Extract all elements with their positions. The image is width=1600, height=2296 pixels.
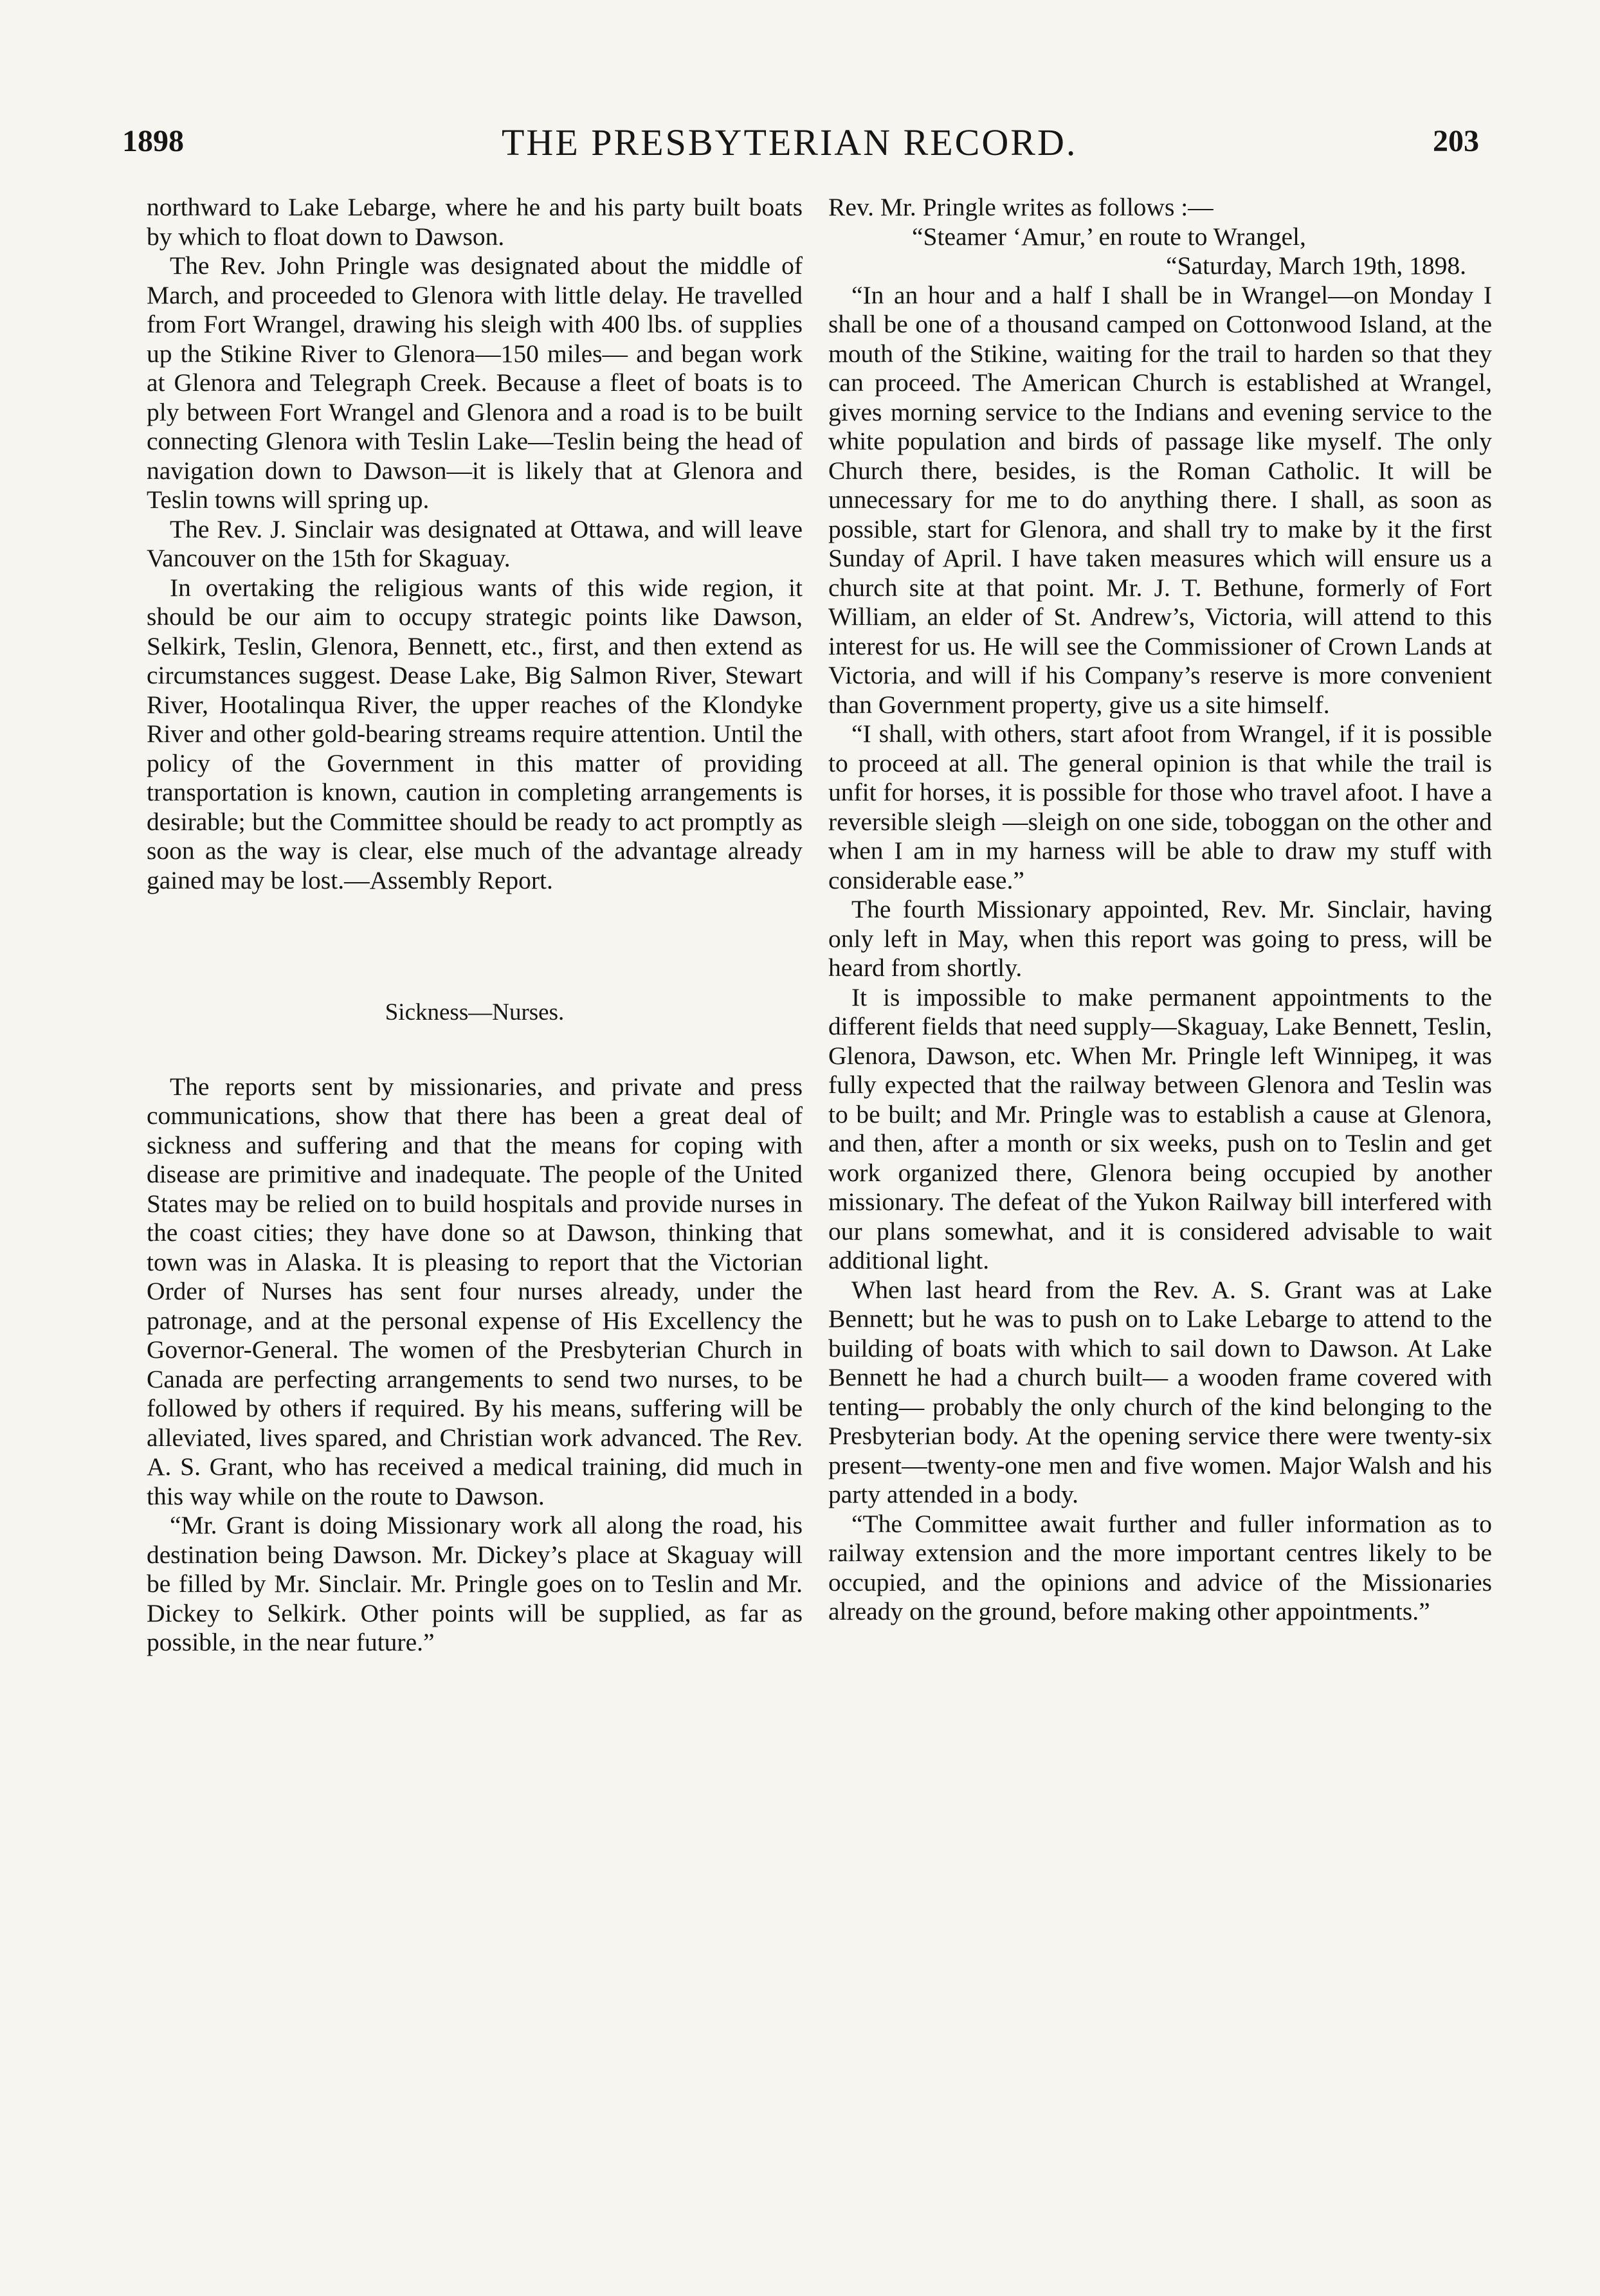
paragraph: The fourth Missionary appointed, Rev. Mr. Sinclair, having only left in May, when this report was going to press, will be heard from shortly. [828,895,1492,982]
letter-dateline: “Steamer ‘Amur,’ en route to Wrangel, [912,222,1306,251]
paragraph: In overtaking the religious wants of this wide region, it should be our aim to occupy strategic points like Dawson, Selkirk, Teslin, Glenora, Bennett, etc., first, and then extend as circumstances suggest. Dease Lake, Big Salmon River, Stewart River, Hootalinqua River, the upper reaches of the Klondyke River and other gold-bearing streams require attention. Until the policy of the Government in this matter of providing transportation is known, caution in completing arrangements is desirable; but the Committee should be ready to act promptly as soon as the way is clear, else much of the advantage already gained may be lost.—Assembly Report. [147,573,803,894]
right-column [828,193,1492,1627]
paragraph: When last heard from the Rev. A. S. Grant was at Lake Bennett; but he was to push on to Lake Lebarge to attend to the building of boats with which to sail down to Dawson. At Lake Bennett he had a church built— a wooden frame covered with tenting— probably the only church of the kind belonging to the Presbyterian body. At the opening service there were twenty-six present—twenty-one men and five women. Major Walsh and his party attended in a body. [828,1275,1492,1508]
paragraph: The Rev. J. Sinclair was designated at Ottawa, and will leave Vancouver on the 15th for Skaguay. [147,514,803,572]
paragraph: Rev. Mr. Pringle writes as follows :— [828,193,1214,221]
paragraph: “The Committee await further and fuller information as to railway extension and the more important centres likely to be occupied, and the opinions and advice of the Missionaries already on the ground, before making other appointments.” [828,1509,1492,1625]
paragraph: It is impossible to make permanent appointments to the different fields that need supply—Skaguay, Lake Bennett, Teslin, Glenora, Dawson, etc. When Mr. Pringle left Winnipeg, it was fully expected that the railway between Glenora and Teslin was to be built; and Mr. Pringle was to establish a cause at Glenora, and then, after a month or six weeks, push on to Teslin and get work organized there, Glenora being occupied by another missionary. The defeat of the Yukon Railway bill interfered with our plans somewhat, and it is considered advisable to wait additional light. [828,982,1492,1274]
paragraph: northward to Lake Lebarge, where he and his party built boats by which to float down to Dawson. [147,193,803,251]
page-number: 203 [1433,124,1479,158]
left-column [147,193,803,1658]
section-heading: Sickness—Nurses. [385,999,565,1026]
page-year: 1898 [122,124,184,158]
paragraph: The Rev. John Pringle was designated about the middle of March, and proceeded to Glenora with little delay. He travelled from Fort Wrangel, drawing his sleigh with 400 lbs. of supplies up the Stikine River to Glenora—150 miles— and began work at Glenora and Telegraph Creek. Because a fleet of boats is to ply between Fort Wrangel and Glenora and a road is to be built connecting Glenora with Teslin Lake—Teslin being the head of navigation down to Dawson—it is likely that at Glenora and Teslin towns will spring up. [147,251,803,514]
paragraph: “I shall, with others, start afoot from Wrangel, if it is possible to proceed at all. The general opinion is that while the trail is unfit for horses, it is possible for those who travel afoot. I have a reversible sleigh —sleigh on one side, toboggan on the other and when I am in my harness will be able to draw my stuff with considerable ease.” [828,719,1492,894]
paragraph: The reports sent by missionaries, and private and press communications, show that there has been a great deal of sickness and suffering and that the means for coping with disease are primitive and inadequate. The people of the United States may be relied on to build hospitals and provide nurses in the coast cities; they have done so at Dawson, thinking that town was in Alaska. It is pleasing to report that the Victorian Order of Nurses has sent four nurses already, under the patronage, and at the personal expense of His Excellency the Governor-General. The women of the Presbyterian Church in Canada are perfecting arrangements to send two nurses, to be followed by others if required. By his means, suffering will be alleviated, lives spared, and Christian work advanced. The Rev. A. S. Grant, who has received a medical training, did much in this way while on the route to Dawson. [147,1072,803,1510]
letter-date: “Saturday, March 19th, 1898. [1166,251,1466,280]
paragraph: “Mr. Grant is doing Missionary work all along the road, his destination being Dawson. Mr. Dickey’s place at Skaguay will be filled by Mr. Sinclair. Mr. Pringle goes on to Teslin and Mr. Dickey to Selkirk. Other points will be supplied, as far as possible, in the near future.” [147,1511,803,1656]
page-title: THE PRESBYTERIAN RECORD. [502,122,1078,163]
paragraph: “In an hour and a half I shall be in Wrangel—on Monday I shall be one of a thousand camped on Cottonwood Island, at the mouth of the Stikine, waiting for the trail to harden so that they can proceed. The American Church is established at Wrangel, gives morning service to the Indians and evening service to the white population and birds of passage like myself. The only Church there, besides, is the Roman Catholic. It will be unnecessary for me to do anything there. I shall, as soon as possible, start for Glenora, and shall try to make by it the first Sunday of April. I have taken measures which will ensure us a church site at that point. Mr. J. T. Bethune, formerly of Fort William, an elder of St. Andrew’s, Victoria, will attend to this interest for us. He will see the Commissioner of Crown Lands at Victoria, and will if his Company’s reserve is more convenient than Government property, give us a site himself. [828,280,1492,719]
